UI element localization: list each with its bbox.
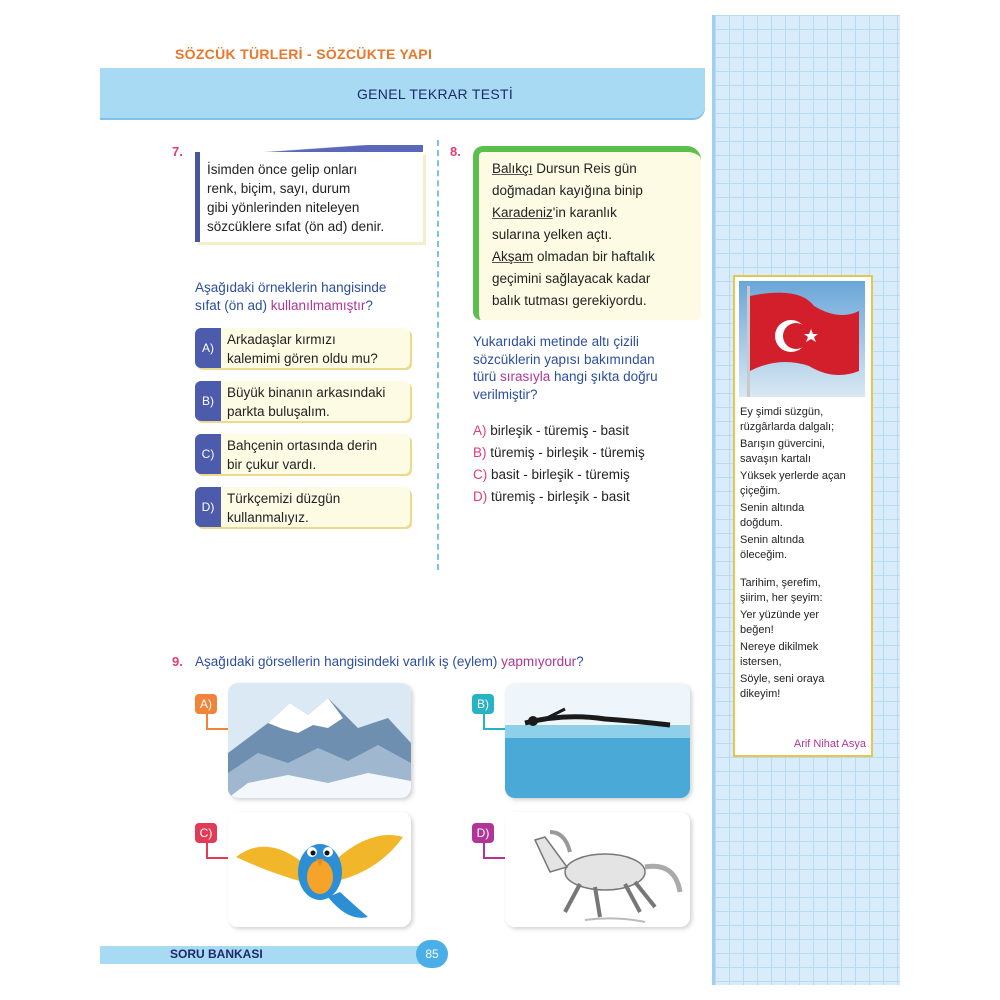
stem-line: Yukarıdaki metinde altı çizili <box>473 334 639 349</box>
poem-line: dikeyim! <box>740 687 781 700</box>
connector <box>206 714 228 730</box>
question-9-number: 9. <box>172 654 183 669</box>
stem-emphasis: yapmıyordur <box>501 654 577 669</box>
poem-line: rüzgârlarda dalgalı; <box>740 420 835 433</box>
poem-line: istersen, <box>740 655 782 668</box>
option-line: parkta buluşalım. <box>227 404 330 419</box>
q9-option-b-letter[interactable]: B) <box>472 694 494 714</box>
turkish-flag-image <box>739 281 865 397</box>
option-text <box>227 383 407 421</box>
option-text: türemiş - birleşik - basit <box>491 489 630 504</box>
poem-spacer <box>740 562 865 576</box>
question-7-number: 7. <box>172 144 183 159</box>
option-letter: B) <box>473 445 487 460</box>
page-title: GENEL TEKRAR TESTİ <box>356 86 514 102</box>
passage-line: balık tutması gerekiyordu. <box>492 293 647 308</box>
poem-line: Nereye dikilmek <box>740 641 819 653</box>
option-letter: C) <box>473 467 488 482</box>
passage-line: sularına yelken açtı. <box>492 227 613 242</box>
poem-text <box>740 405 865 701</box>
poem-line: Ey şimdi süzgün, <box>740 406 824 418</box>
option-line: Bahçenin ortasında derin <box>227 438 378 453</box>
poem-line: çiçeğim. <box>740 484 781 497</box>
poem-line: Yüksek yerlerde açan <box>740 470 846 482</box>
q8-option-c[interactable] <box>473 467 630 482</box>
underlined-word: Balıkçı <box>492 161 533 176</box>
question-7-note-text <box>207 160 417 236</box>
note-line: sözcüklere sıfat (ön ad) denir. <box>207 219 385 234</box>
question-7-stem <box>195 279 425 315</box>
q8-option-a[interactable] <box>473 423 629 438</box>
q7-option-a[interactable] <box>195 328 410 368</box>
option-text <box>227 330 407 368</box>
q9-option-a-image[interactable] <box>228 683 411 798</box>
passage-line <box>492 246 692 268</box>
question-8-stem <box>473 333 698 403</box>
q9-option-d-letter[interactable]: D) <box>472 823 494 843</box>
poem-line: Senin altında <box>740 502 805 514</box>
note-line: gibi yönlerinden niteleyen <box>207 200 360 215</box>
stem-line <box>195 297 425 315</box>
footer-bar <box>100 946 430 964</box>
poem-line: doğdum. <box>740 516 783 529</box>
flag-image <box>739 281 865 397</box>
stem-line: sözcüklerin yapısı bakımından <box>473 351 655 367</box>
snowy-mountain-image <box>228 683 411 798</box>
option-text <box>227 436 407 474</box>
stem-emphasis: sırasıyla <box>500 369 551 384</box>
option-line: bir çukur vardı. <box>227 457 317 472</box>
swimmer-image <box>505 683 690 798</box>
option-letter: D) <box>195 487 221 527</box>
passage-text: olmadan bir haftalık <box>533 249 655 264</box>
q8-option-d[interactable] <box>473 489 630 504</box>
underlined-word: Akşam <box>492 249 534 264</box>
stem-emphasis: kullanılmamıştır <box>270 298 366 313</box>
underlined-word: Karadeniz <box>492 205 553 220</box>
poem-line: öleceğim. <box>740 548 788 561</box>
q9-option-d-image[interactable] <box>505 812 690 927</box>
option-text: basit - birleşik - türemiş <box>491 467 630 482</box>
flying-bird-image <box>228 812 411 927</box>
poem-line: şiirim, her şeyim: <box>740 591 823 604</box>
option-text: birleşik - türemiş - basit <box>490 423 630 438</box>
option-line: kalemimi gören oldu mu? <box>227 351 378 366</box>
option-line: Büyük binanın arkasındaki <box>227 385 386 400</box>
q7-option-d[interactable] <box>195 487 410 527</box>
option-line: Arkadaşlar kırmızı <box>227 332 336 347</box>
option-letter: B) <box>195 381 221 421</box>
q8-option-b[interactable] <box>473 445 645 460</box>
stem-text: ? <box>576 654 584 669</box>
stem-text: Aşağıdaki görsellerin hangisindeki varlık iş (eylem) <box>195 654 502 669</box>
poem-line: Senin altında <box>740 534 805 546</box>
question-9-stem <box>195 654 584 669</box>
column-divider <box>437 140 439 570</box>
question-8-number: 8. <box>450 144 461 159</box>
option-letter: A) <box>195 328 221 368</box>
question-8-passage <box>492 158 692 312</box>
running-horse-image <box>505 812 690 927</box>
connector <box>206 843 228 859</box>
passage-text: 'in karanlık <box>552 205 617 220</box>
poem-line: savaşın kartalı <box>740 452 811 465</box>
passage-text: Dursun Reis gün <box>532 161 637 176</box>
connector <box>483 843 505 859</box>
stem-text: sıfat (ön ad) <box>195 298 271 313</box>
passage-line <box>492 158 692 180</box>
note-line: İsimden önce gelip onları <box>207 162 358 177</box>
poem-line: Tarihim, şerefim, <box>740 577 821 589</box>
page-number: 85 <box>416 940 448 968</box>
option-text <box>227 489 407 527</box>
option-letter: A) <box>473 423 487 438</box>
option-line: kullanmalıyız. <box>227 510 309 525</box>
poem-line: Söyle, seni oraya <box>740 673 825 685</box>
stem-line: Aşağıdaki örneklerin hangisinde <box>195 280 387 295</box>
passage-line <box>492 202 692 224</box>
passage-line: doğmadan kayığına binip <box>492 183 643 198</box>
poem-line: Yer yüzünde yer <box>740 609 820 621</box>
passage-line: geçimini sağlayacak kadar <box>492 271 651 286</box>
stem-line <box>473 368 698 386</box>
q9-option-a-letter[interactable]: A) <box>195 694 217 714</box>
poem-line: beğen! <box>740 623 774 636</box>
stem-text: ? <box>365 298 373 313</box>
option-line: Türkçemizi düzgün <box>227 491 341 506</box>
q9-option-c-image[interactable] <box>228 812 411 927</box>
stem-text: türü <box>473 369 501 384</box>
poem-line: Barışın güvercini, <box>740 438 825 450</box>
poem-author: Arif Nihat Asya <box>793 738 866 750</box>
topic-title: SÖZCÜK TÜRLERİ - SÖZCÜKTE YAPI <box>175 46 433 62</box>
q7-option-b[interactable] <box>195 381 410 421</box>
connector <box>483 714 505 730</box>
q9-option-b-image[interactable] <box>505 683 690 798</box>
stem-text: hangi şıkta doğru <box>550 369 658 384</box>
note-line: renk, biçim, sayı, durum <box>207 181 351 196</box>
option-letter: D) <box>473 489 488 504</box>
q7-option-c[interactable] <box>195 434 410 474</box>
stem-line: verilmiştir? <box>473 386 538 402</box>
q9-option-c-letter[interactable]: C) <box>195 823 217 843</box>
footer-label: SORU BANKASI <box>170 947 263 961</box>
option-letter: C) <box>195 434 221 474</box>
option-text: türemiş - birleşik - türemiş <box>490 445 645 460</box>
